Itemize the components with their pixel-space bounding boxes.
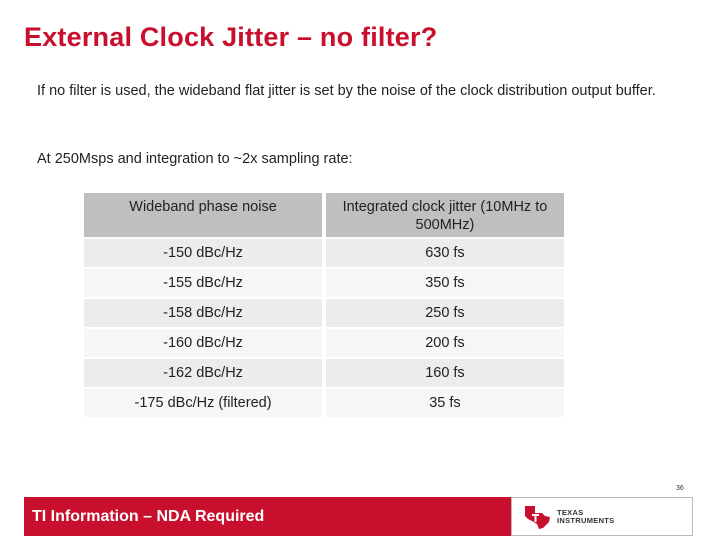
cell-phase-noise: -160 dBc/Hz (84, 329, 322, 357)
ti-logo (511, 497, 693, 536)
cell-phase-noise: -162 dBc/Hz (84, 359, 322, 387)
table-row (84, 329, 564, 357)
header-integrated-clock-jitter: Integrated clock jitter (10MHz to 500MHz) (326, 193, 564, 237)
logo-line1: TEXAS (557, 508, 584, 517)
cell-phase-noise: -150 dBc/Hz (84, 239, 322, 267)
cell-phase-noise: -155 dBc/Hz (84, 269, 322, 297)
cell-jitter: 630 fs (326, 239, 564, 267)
cell-jitter: 250 fs (326, 299, 564, 327)
table-row (84, 269, 564, 297)
cell-jitter: 160 fs (326, 359, 564, 387)
table-row (84, 389, 564, 417)
logo-wordmark (557, 509, 614, 525)
table-row (84, 359, 564, 387)
cell-phase-noise: -158 dBc/Hz (84, 299, 322, 327)
table-header-row (84, 193, 564, 237)
subintro-text: At 250Msps and integration to ~2x sampling rate: (37, 151, 353, 167)
table-row (84, 299, 564, 327)
logo-line2: INSTRUMENTS (557, 516, 615, 525)
page-number: 36 (676, 485, 684, 492)
jitter-table (84, 191, 564, 419)
slide-title: External Clock Jitter – no filter? (24, 22, 438, 52)
cell-jitter: 350 fs (326, 269, 564, 297)
footer-bar (24, 497, 511, 536)
footer-label: TI Information – NDA Required (32, 508, 265, 525)
cell-phase-noise: -175 dBc/Hz (filtered) (84, 389, 322, 417)
intro-text: If no filter is used, the wideband flat jitter is set by the noise of the clock distribution output buffer. (37, 83, 656, 99)
table-row (84, 239, 564, 267)
cell-jitter: 200 fs (326, 329, 564, 357)
cell-jitter: 35 fs (326, 389, 564, 417)
texas-state-icon (522, 504, 552, 530)
header-wideband-phase-noise: Wideband phase noise (84, 193, 322, 237)
